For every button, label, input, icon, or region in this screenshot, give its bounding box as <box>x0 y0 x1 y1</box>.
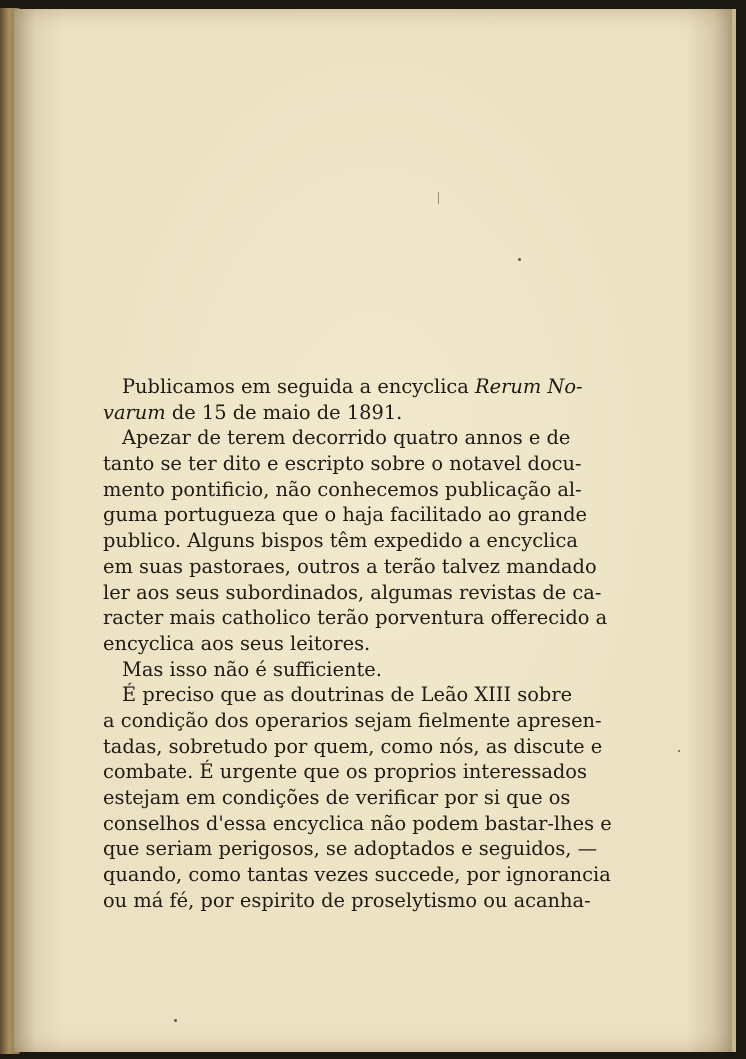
text-line <box>103 682 573 708</box>
text-line <box>103 631 529 657</box>
text-segment: conselhos d'essa encyclica não podem bastar-lhes e <box>103 811 612 835</box>
text-segment: de 15 de maio de 1891. <box>165 400 403 424</box>
paragraph <box>103 657 529 683</box>
paper-speck <box>438 192 439 204</box>
text-segment: em suas pastoraes, outros a terão talvez mandado <box>103 554 597 578</box>
text-line <box>103 759 587 785</box>
text-line <box>103 605 608 631</box>
text-line <box>103 862 611 888</box>
text-line <box>103 451 582 477</box>
text-segment: Publicamos em seguida a encyclica <box>122 375 475 398</box>
paper-speck <box>518 258 521 261</box>
text-line <box>103 708 602 734</box>
text-line <box>103 580 602 606</box>
text-segment: É preciso que as doutrinas de Leão XIII sobre <box>122 683 573 707</box>
text-line <box>103 657 529 683</box>
text-segment: encyclica aos seus leitores. <box>103 631 371 655</box>
text-line <box>103 400 529 426</box>
italic-text: Rerum No- <box>475 375 583 398</box>
text-segment: a condição dos operarios sejam fielmente apresen- <box>103 708 602 732</box>
text-segment: mento pontificio, não conhecemos publicação al- <box>103 477 582 501</box>
text-line <box>103 734 603 760</box>
text-line <box>103 528 578 554</box>
text-line <box>103 785 571 811</box>
text-line <box>103 836 598 862</box>
text-segment: tadas, sobretudo por quem, como nós, as discute e <box>103 734 603 758</box>
text-segment: estejam em condições de verificar por si que os <box>103 786 571 809</box>
text-segment: ou má fé, por espirito de proselytismo ou acanha- <box>103 888 591 912</box>
text-line <box>103 888 591 914</box>
text-line <box>103 554 597 580</box>
text-line <box>103 477 582 503</box>
paper-speck <box>174 1019 177 1022</box>
body-text <box>103 374 612 913</box>
text-segment: ler aos seus subordinados, algumas revistas de ca- <box>103 580 602 604</box>
text-segment: Apezar de terem decorrido quatro annos e de <box>122 426 571 450</box>
paragraph <box>103 374 583 425</box>
text-segment: guma portugueza que o haja facilitado ao grande <box>103 503 587 527</box>
text-segment: Mas isso não é sufficiente. <box>122 657 382 681</box>
text-segment: combate. É urgente que os proprios interessados <box>103 760 587 784</box>
text-line <box>103 374 583 400</box>
text-segment: que seriam perigosos, se adoptados e seguidos, — <box>103 837 598 861</box>
text-line <box>103 425 571 451</box>
italic-text: varum <box>103 400 166 424</box>
text-segment: quando, como tantas vezes succede, por ignorancia <box>103 863 611 887</box>
paper-speck <box>678 750 680 752</box>
text-line <box>103 811 612 837</box>
text-segment: publico. Alguns bispos têm expedido a encyclica <box>103 529 578 553</box>
text-segment: racter mais catholico terão porventura offerecido a <box>103 606 608 630</box>
text-line <box>103 502 587 528</box>
paragraph <box>103 425 608 656</box>
paragraph <box>103 682 612 913</box>
page-fore-edge <box>732 9 736 1052</box>
text-segment: tanto se ter dito e escripto sobre o notavel docu- <box>103 452 582 476</box>
